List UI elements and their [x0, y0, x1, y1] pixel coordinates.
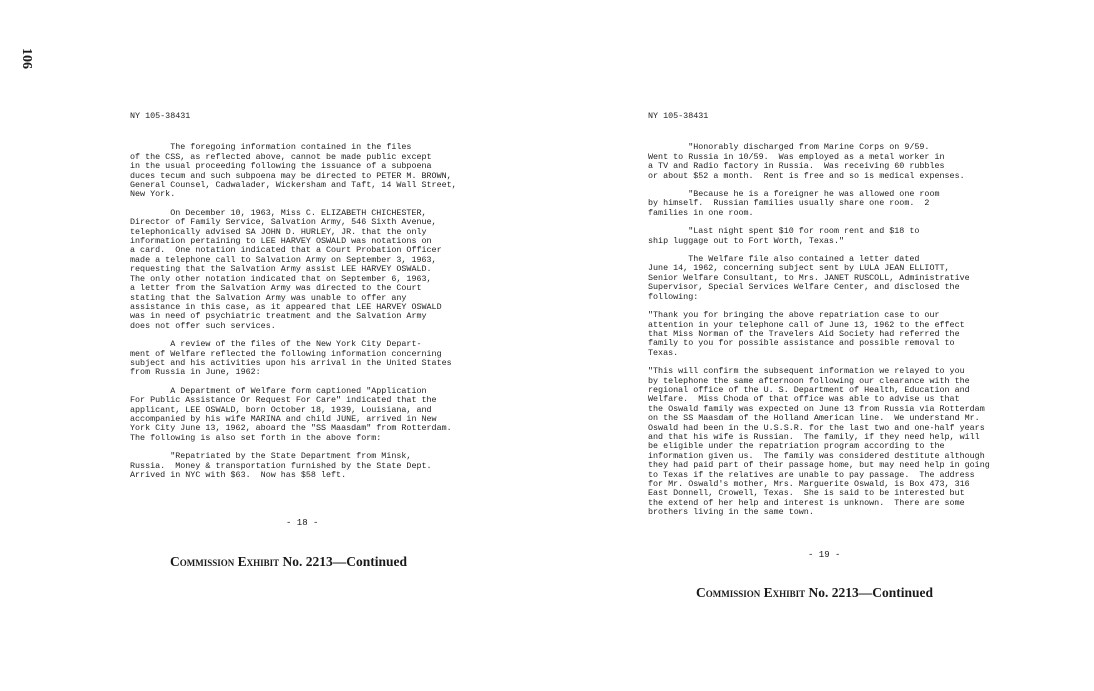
- paragraph: "Repatriated by the State Department from Minsk, Russia. Money & transportation furnished by the State Dept. Arrived in NYC with $63. Now has $58 left.: [130, 451, 432, 480]
- caption-suffix: No. 2213—Continued: [808, 585, 934, 600]
- paragraph: "Last night spent $10 for room rent and $18 to ship luggage out to Fort Worth, Texas.": [648, 226, 920, 246]
- right-page-text: [648, 112, 1008, 527]
- paragraph: On December 10, 1963, Miss C. ELIZABETH CHICHESTER, Director of Family Service, Salvation Army, 546 Sixth Avenue, telephonically advised SA JOHN D. HURLEY, JR. that the only information pertaining to LEE HARVEY OSWALD was notations on a card. One notation indicated that a Court Probation Officer made a telephone call to Salvation Army on September 3, 1963, requesting that the Salvation Army assist LEE HARVEY OSWALD. The only other notation indicated that on September 6, 1963, a letter from the Salvation Army was directed to the Court stating that the Salvation Army was unable to offer any assistance in this case, as it appeared that LEE HARVEY OSWALD was in need of psychiatric treatment and the Salvation Army does not offer such services.: [130, 207, 442, 331]
- paragraph: A review of the files of the New York City Depart- ment of Welfare reflected the following information concerning subject and his activities upon his arrival in the United States from Russia in June, 1962:: [130, 339, 452, 378]
- paragraph: "Because he is a foreigner he was allowed one room by himself. Russian families usually share one room. 2 families in one room.: [648, 189, 940, 218]
- caption-prefix: Commission Exhibit: [696, 585, 806, 600]
- page-footer-number: - 19 -: [808, 550, 841, 560]
- paragraph: "Thank you for bringing the above repatriation case to our attention in your telephone call of June 13, 1962 to the effect that Miss Norman of the Travelers Aid Society had referred the family to you for possible assistance and possible removal to Texas.: [648, 310, 965, 358]
- page-number: 106: [19, 48, 34, 69]
- paragraph: "Honorably discharged from Marine Corps on 9/59. Went to Russia in 10/59. Was employed as a metal worker in a TV and Radio factory in Russia. Was receiving 60 rubbles or about $52 a month. Rent is free and so is medical expenses.: [648, 142, 965, 181]
- exhibit-caption: [170, 554, 407, 570]
- file-number: NY 105-38431: [130, 111, 191, 121]
- page-footer-number: - 18 -: [286, 518, 319, 528]
- paragraph: A Department of Welfare form captioned "Application For Public Assistance Or Request For Care" indicated that the applicant, LEE OSWALD, born October 18, 1939, Louisiana, and accompanied by his wife MARINA and child JUNE, arrived in New York City June 13, 1962, aboard the "SS Maasdam" from Rotterdam. The following is also set forth in the above form:: [130, 385, 452, 443]
- exhibit-caption: [696, 585, 933, 601]
- caption-prefix: Commission Exhibit: [170, 554, 280, 569]
- caption-suffix: No. 2213—Continued: [282, 554, 408, 569]
- paragraph: The foregoing information contained in the files of the CSS, as reflected above, cannot be made public except in the usual proceeding following the issuance of a subpoena duces tecum and such subpoena may be directed to PETER M. BROWN, General Counsel, Cadwalader, Wickersham and Taft, 14 Wall Street, New York.: [130, 142, 457, 200]
- file-number: NY 105-38431: [648, 111, 709, 121]
- paragraph: "This will confirm the subsequent information we relayed to you by telephone the same afternoon following our clearance with the regional office of the U. S. Department of Health, Education and Welfare. Miss Choda of that office was able to advise us that the Oswald family was expected on June 13 from Russia via Rotterdam on the SS Maasdam of the Holland American line. We understand Mr. Oswald had been in the U.S.S.R. for the last two and one-half years and that his wife is Russian. The family, if they need help, will be eligible under the repatriation program according to the information given us. The family was considered destitute although they had paid part of their passage home, but may need help in going to Texas if the relatives are unable to pay passage. The address for Mr. Oswald's mother, Mrs. Marguerite Oswald, is Box 473, 316 East Donnell, Crowell, Texas. She is said to be interested but the extend of her help and interest is unknown. There are some brothers living in the same town.: [648, 366, 990, 518]
- paragraph: The Welfare file also contained a letter dated June 14, 1962, concerning subject sent by LULA JEAN ELLIOTT, Senior Welfare Consultant, to Mrs. JANET RUSCOLL, Administrative Supervisor, Special Services Welfare Center, and disclosed the following:: [648, 254, 970, 302]
- left-page-text: [130, 112, 498, 489]
